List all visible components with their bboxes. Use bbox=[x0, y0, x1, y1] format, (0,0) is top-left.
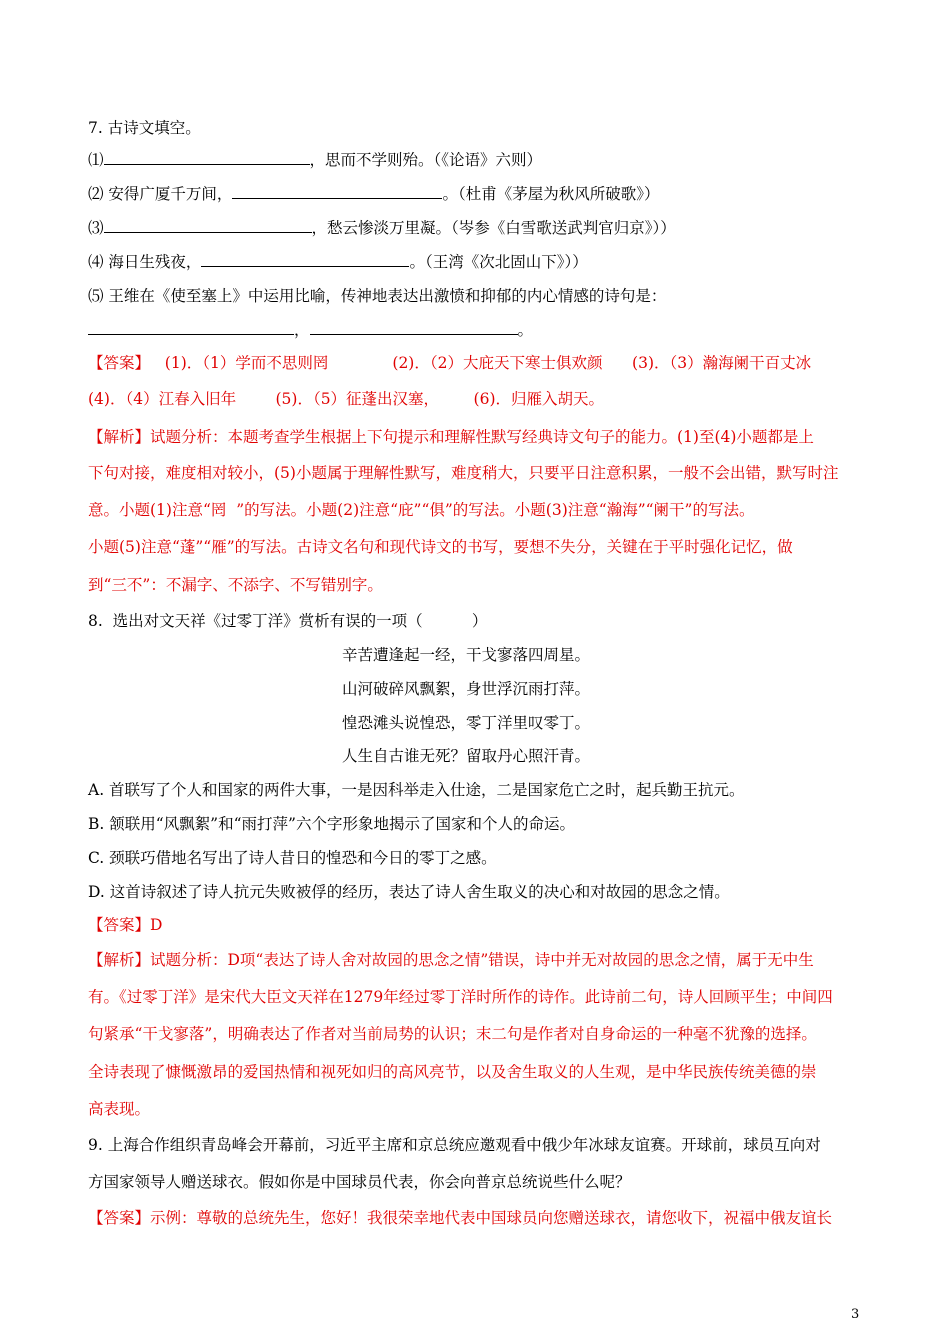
q7-analysis-line-1: 【解析】试题分析：本题考查学生根据上下句提示和理解性默写经典诗文句子的能力。(1)至(4)小题都是上 bbox=[88, 428, 814, 446]
answer-blank bbox=[88, 320, 294, 335]
q7-item-1 bbox=[88, 150, 542, 170]
answer-blank bbox=[104, 150, 310, 165]
q9-line-2: 方国家领导人赠送球衣。假如你是中国球员代表，你会向普京总统说些什么呢？ bbox=[88, 1173, 631, 1191]
q7-item-1-prefix: ⑴ bbox=[88, 151, 104, 169]
q7-analysis-line-2: 下句对接，难度相对较小，(5)小题属于理解性默写，难度稍大，只要平日注意积累，一般不会出错，默写时注 bbox=[88, 464, 839, 482]
q8-analysis-line-3: 句紧承“干戈寥落”，明确表达了作者对当前局势的认识；末二句是作者对自身命运的一种毫不犹豫的选择。 bbox=[88, 1025, 817, 1043]
q7-item-4 bbox=[88, 252, 588, 272]
page-number: 3 bbox=[851, 1307, 860, 1322]
poem-line-3: 惶恐滩头说惶恐，零丁洋里叹零丁。 bbox=[342, 714, 591, 732]
q9-answer: 【答案】示例：尊敬的总统先生，您好！我很荣幸地代表中国球员向您赠送球衣，请您收下，祝福中俄友谊长 bbox=[88, 1209, 833, 1227]
q7-answer-line-2: (4)．（4）江春入旧年 (5)．（5）征蓬出汉塞， (6)．归雁入胡天。 bbox=[88, 390, 604, 408]
q7-item-3-suffix: ，愁云惨淡万里凝。（岑参《白雪歌送武判官归京》）） bbox=[311, 219, 676, 237]
q7-item-2-suffix: 。（杜甫《茅屋为秋风所破歌》） bbox=[442, 185, 660, 203]
q8-option-c: C. 颈联巧借地名写出了诗人昔日的惶恐和今日的零丁之感。 bbox=[88, 849, 497, 867]
q7-item-2 bbox=[88, 184, 659, 204]
q8-option-b: B. 颔联用“风飘絮”和“雨打萍”六个字形象地揭示了国家和个人的命运。 bbox=[88, 815, 575, 833]
q7-title: 7. 古诗文填空。 bbox=[88, 119, 201, 137]
q8-analysis-line-1: 【解析】试题分析：D项“表达了诗人舍对故园的思念之情”错误，诗中并无对故园的思念之情，属于无中生 bbox=[88, 951, 814, 969]
q7-item-5-blanks bbox=[88, 320, 533, 340]
q8-answer: 【答案】D bbox=[88, 916, 163, 934]
q7-item-3 bbox=[88, 218, 676, 238]
answer-blank bbox=[201, 252, 409, 267]
poem-line-2: 山河破碎风飘絮，身世浮沉雨打萍。 bbox=[342, 680, 591, 698]
q7-item-5: ⑸ 王维在《使至塞上》中运用比喻，传神地表达出激愤和抑郁的内心情感的诗句是： bbox=[88, 287, 667, 305]
q7-item-1-suffix: ，思而不学则殆。（《论语》六则） bbox=[309, 151, 543, 169]
q8-analysis-line-4: 全诗表现了慷慨激昂的爱国热情和视死如归的高风亮节，以及舍生取义的人生观，是中华民族传统美德的崇 bbox=[88, 1063, 817, 1081]
q8-analysis-line-2: 有。《过零丁洋》是宋代大臣文天祥在1279年经过零丁洋时所作的诗作。此诗前二句，诗人回顾平生；中间四 bbox=[88, 988, 833, 1006]
answer-blank bbox=[310, 320, 518, 335]
answer-blank bbox=[232, 184, 442, 199]
poem-line-1: 辛苦遭逢起一经，干戈寥落四周星。 bbox=[342, 646, 591, 664]
q7-item-5-end: 。 bbox=[517, 321, 534, 339]
q7-item-2-prefix: ⑵ 安得广厦千万间， bbox=[88, 185, 233, 203]
q7-item-4-prefix: ⑷ 海日生残夜， bbox=[88, 253, 202, 271]
q8-option-a: A. 首联写了个人和国家的两件大事，一是因科举走入仕途，二是国家危亡之时，起兵勤王抗元。 bbox=[88, 781, 745, 799]
answer-blank bbox=[104, 218, 312, 233]
q7-item-3-prefix: ⑶ bbox=[88, 219, 104, 237]
q7-analysis-line-3: 意。小题(1)注意“罔 ”的写法。小题(2)注意“庇”“俱”的写法。小题(3)注意“瀚海”“阑干”的写法。 bbox=[88, 501, 755, 519]
q7-analysis-line-4: 小题(5)注意“蓬”“雁”的写法。古诗文名句和现代诗文的书写，要想不失分，关键在于平时强化记忆，做 bbox=[88, 538, 793, 556]
poem-line-4: 人生自古谁无死？留取丹心照汗青。 bbox=[342, 747, 591, 765]
q8-option-d: D. 这首诗叙述了诗人抗元失败被俘的经历，表达了诗人舍生取义的决心和对故园的思念之情。 bbox=[88, 883, 730, 901]
q7-answer-line-1: 【答案】 (1)．（1）学而不思则罔 (2)．（2）大庇天下寒士俱欢颜 (3)．（3）瀚海阑干百丈冰 bbox=[88, 354, 812, 372]
q7-analysis-line-5: 到“三不”：不漏字、不添字、不写错别字。 bbox=[88, 576, 383, 594]
q7-item-5-separator: ， bbox=[294, 321, 310, 339]
q8-analysis-line-5: 高表现。 bbox=[88, 1100, 151, 1118]
q7-item-4-suffix: 。（王湾《次北固山下》）） bbox=[409, 253, 588, 271]
q8-title: 8. 选出对文天祥《过零丁洋》赏析有误的一项（ ） bbox=[88, 612, 488, 630]
q9-line-1: 9. 上海合作组织青岛峰会开幕前，习近平主席和京总统应邀观看中俄少年冰球友谊赛。开球前，球员互向对 bbox=[88, 1136, 821, 1154]
